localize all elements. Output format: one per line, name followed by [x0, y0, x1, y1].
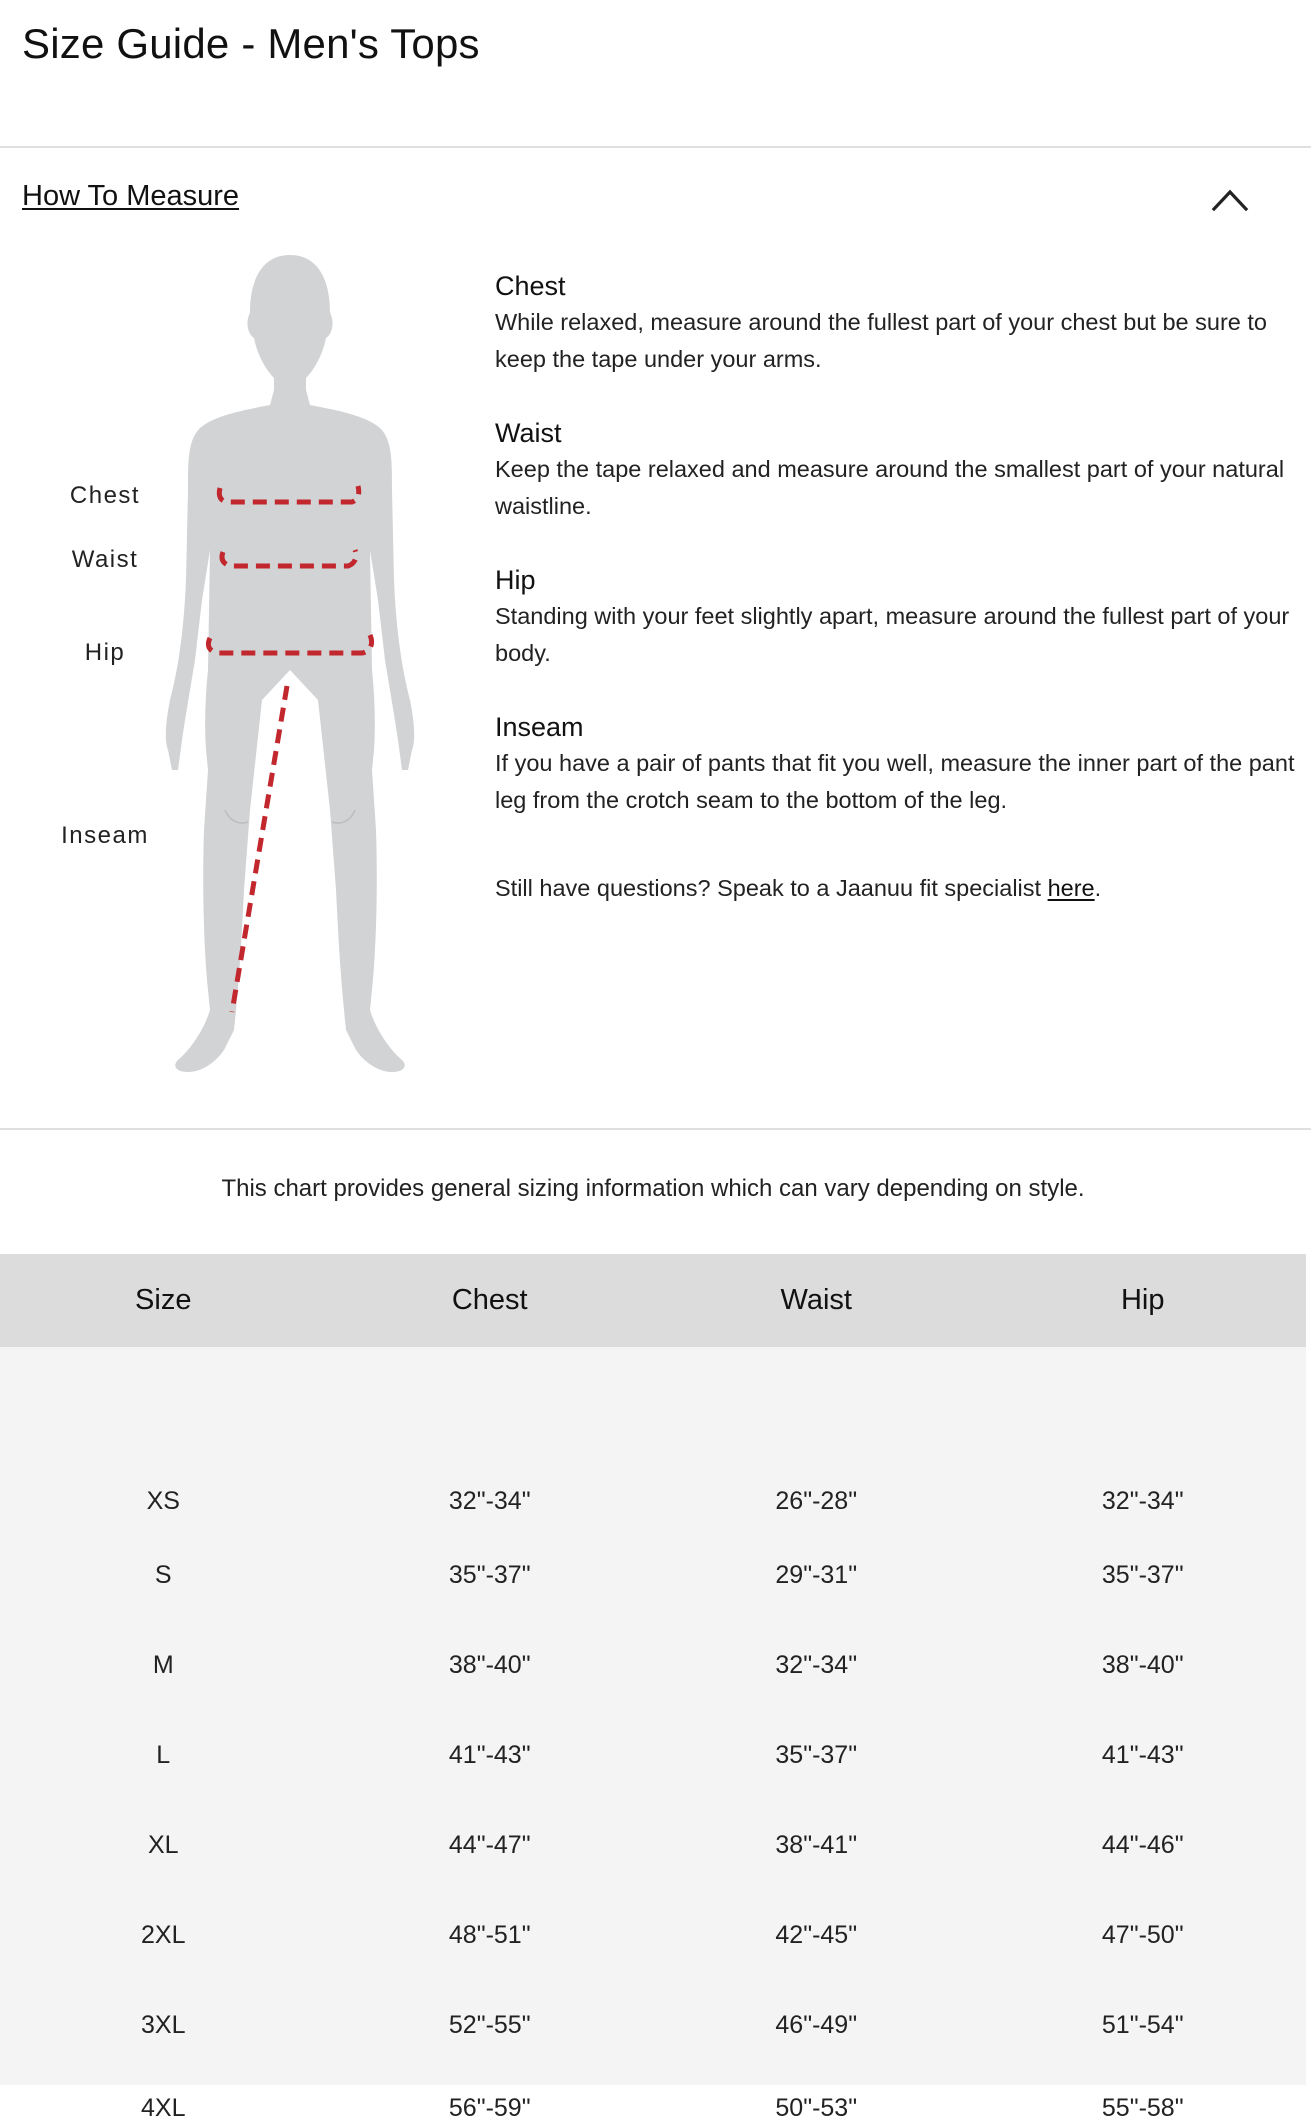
table-row	[0, 2088, 1306, 2128]
instruction-hip	[495, 562, 1295, 672]
instruction-body: If you have a pair of pants that fit you well, measure the inner part of the pant leg from the crotch seam to the bottom of the leg.	[495, 750, 1295, 813]
cell-chest: 56"-59"	[448, 2093, 531, 2122]
body-silhouette	[140, 250, 440, 1100]
cell-size: 2XL	[141, 1920, 186, 1949]
cell-hip: 38"-40"	[1101, 1650, 1184, 1679]
table-header-row	[0, 1254, 1306, 1347]
cell-size: 3XL	[141, 2010, 186, 2039]
cell-hip: 41"-43"	[1101, 1740, 1184, 1769]
instruction-body: Keep the tape relaxed and measure around the smallest part of your natural waistline.	[495, 456, 1285, 519]
table-row	[0, 2005, 1306, 2045]
column-header-waist: Waist	[780, 1284, 852, 1316]
table-row	[0, 1915, 1306, 1955]
cell-chest: 52"-55"	[448, 2010, 531, 2039]
table-row	[0, 1825, 1306, 1865]
chevron-up-icon[interactable]	[1212, 188, 1248, 212]
cell-chest: 48"-51"	[448, 1920, 531, 1949]
cell-waist: 50"-53"	[775, 2093, 858, 2122]
cell-waist: 26"-28"	[775, 1486, 858, 1515]
column-header-chest: Chest	[451, 1284, 528, 1316]
cell-waist: 29"-31"	[775, 1560, 858, 1589]
cell-size: S	[154, 1560, 172, 1589]
table-row	[0, 1645, 1306, 1685]
cell-size: L	[156, 1740, 171, 1769]
size-table	[0, 1254, 1306, 2122]
divider	[0, 1128, 1311, 1130]
cell-chest: 32"-34"	[448, 1486, 531, 1515]
cell-hip: 44"-46"	[1101, 1830, 1184, 1859]
cell-hip: 35"-37"	[1101, 1560, 1184, 1589]
instruction-heading: Waist	[495, 418, 562, 448]
column-header-hip: Hip	[1120, 1284, 1165, 1316]
column-header-size: Size	[135, 1284, 192, 1316]
cell-chest: 35"-37"	[448, 1560, 531, 1589]
divider	[0, 146, 1311, 148]
table-body	[0, 1347, 1306, 2122]
cell-waist: 32"-34"	[775, 1650, 858, 1679]
cell-waist: 38"-41"	[775, 1830, 858, 1859]
cell-waist: 35"-37"	[775, 1740, 858, 1769]
cell-chest: 38"-40"	[448, 1650, 531, 1679]
figure-label-hip: Hip	[84, 639, 126, 666]
fit-specialist-text: Still have questions? Speak to a Jaanuu fit specialist	[495, 875, 1048, 901]
instruction-heading: Chest	[495, 271, 566, 301]
table-row	[0, 1735, 1306, 1775]
instruction-heading: Inseam	[495, 712, 584, 742]
cell-hip: 51"-54"	[1101, 2010, 1184, 2039]
cell-waist: 42"-45"	[775, 1920, 858, 1949]
fit-specialist-link[interactable]: here	[1047, 875, 1095, 901]
measurement-instructions	[495, 268, 1295, 856]
page-title: Size Guide - Men's Tops	[22, 20, 480, 67]
body-measurement-figure	[61, 250, 440, 1100]
how-to-measure-toggle[interactable]: How To Measure	[22, 180, 240, 212]
table-row	[0, 1555, 1306, 1595]
cell-hip: 47"-50"	[1101, 1920, 1184, 1949]
cell-chest: 41"-43"	[448, 1740, 531, 1769]
fit-specialist-prompt	[495, 870, 1101, 907]
cell-chest: 44"-47"	[448, 1830, 531, 1859]
figure-label-chest: Chest	[69, 482, 141, 509]
instruction-body: Standing with your feet slightly apart, measure around the fullest part of your body.	[495, 603, 1290, 666]
cell-waist: 46"-49"	[775, 2010, 858, 2039]
chart-note: This chart provides general sizing information which can vary depending on style.	[221, 1175, 1085, 1202]
how-to-measure-accordion-header[interactable]	[22, 180, 1292, 220]
instruction-chest	[495, 268, 1295, 378]
cell-hip: 55"-58"	[1101, 2093, 1184, 2122]
cell-size: XL	[147, 1830, 179, 1859]
instruction-waist	[495, 415, 1295, 525]
figure-label-waist: Waist	[71, 546, 139, 573]
table-row	[0, 1481, 1306, 1521]
fit-specialist-suffix: .	[1094, 875, 1102, 901]
instruction-body: While relaxed, measure around the fullest part of your chest but be sure to keep the tape under your arms.	[495, 309, 1268, 372]
cell-size: M	[152, 1650, 174, 1679]
instruction-inseam	[495, 709, 1295, 819]
cell-hip: 32"-34"	[1101, 1486, 1184, 1515]
figure-label-inseam: Inseam	[61, 822, 149, 849]
instruction-heading: Hip	[495, 565, 536, 595]
cell-size: 4XL	[141, 2093, 186, 2122]
cell-size: XS	[146, 1486, 180, 1515]
